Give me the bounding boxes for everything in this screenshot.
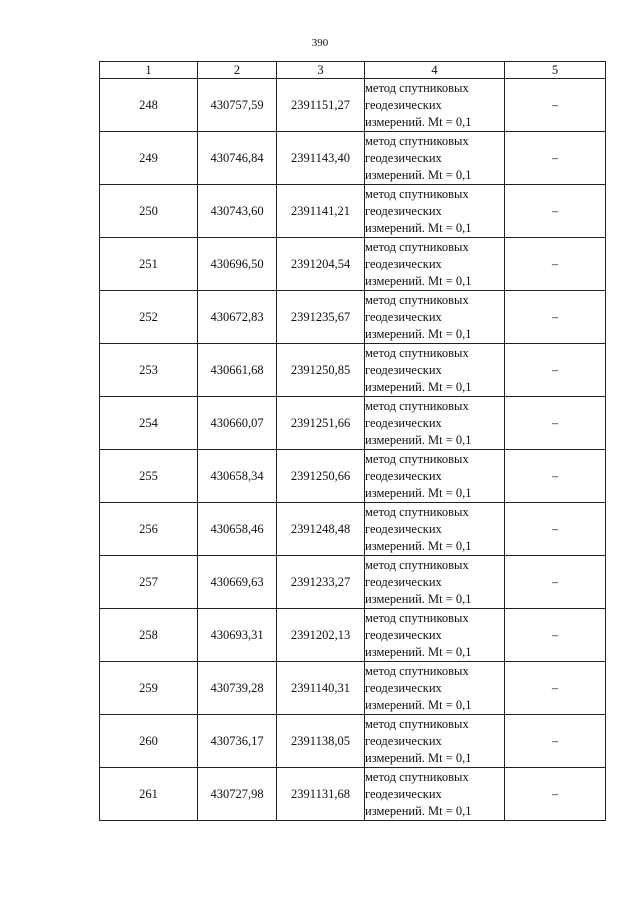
y-coordinate-cell: 2391204,54: [277, 238, 365, 291]
x-coordinate-cell: 430746,84: [198, 132, 277, 185]
y-coordinate-cell: 2391250,66: [277, 450, 365, 503]
x-coordinate-cell: 430693,31: [198, 609, 277, 662]
y-coordinate-cell: 2391235,67: [277, 291, 365, 344]
method-line-1: метод спутниковых: [365, 239, 469, 254]
method-line-1: метод спутниковых: [365, 186, 469, 201]
x-coordinate-cell: 430669,63: [198, 556, 277, 609]
point-number-cell: 251: [100, 238, 198, 291]
method-line-2: геодезических: [365, 203, 442, 218]
y-coordinate-cell: 2391202,13: [277, 609, 365, 662]
column-header-1: 1: [100, 62, 198, 79]
point-number-cell: 256: [100, 503, 198, 556]
note-cell: –: [505, 768, 606, 821]
x-coordinate-cell: 430739,28: [198, 662, 277, 715]
y-coordinate-cell: 2391131,68: [277, 768, 365, 821]
table-row: [100, 556, 606, 609]
method-line-3: измерений. Mt = 0,1: [365, 326, 472, 341]
point-number-cell: 261: [100, 768, 198, 821]
y-coordinate-cell: 2391248,48: [277, 503, 365, 556]
table-row: [100, 662, 606, 715]
x-coordinate-cell: 430672,83: [198, 291, 277, 344]
y-coordinate-cell: 2391151,27: [277, 79, 365, 132]
note-cell: –: [505, 291, 606, 344]
method-line-1: метод спутниковых: [365, 504, 469, 519]
method-cell: [365, 397, 505, 450]
method-line-2: геодезических: [365, 627, 442, 642]
table-row: [100, 768, 606, 821]
method-line-3: измерений. Mt = 0,1: [365, 273, 472, 288]
method-line-1: метод спутниковых: [365, 716, 469, 731]
method-line-3: измерений. Mt = 0,1: [365, 167, 472, 182]
method-line-1: метод спутниковых: [365, 292, 469, 307]
note-cell: –: [505, 556, 606, 609]
method-line-3: измерений. Mt = 0,1: [365, 379, 472, 394]
column-header-4: 4: [365, 62, 505, 79]
note-cell: –: [505, 132, 606, 185]
note-cell: –: [505, 185, 606, 238]
table-row: [100, 450, 606, 503]
table-row: [100, 185, 606, 238]
point-number-cell: 254: [100, 397, 198, 450]
method-line-1: метод спутниковых: [365, 610, 469, 625]
x-coordinate-cell: 430743,60: [198, 185, 277, 238]
y-coordinate-cell: 2391138,05: [277, 715, 365, 768]
method-line-2: геодезических: [365, 150, 442, 165]
method-cell: [365, 768, 505, 821]
table-row: [100, 344, 606, 397]
table-row: [100, 79, 606, 132]
method-line-1: метод спутниковых: [365, 398, 469, 413]
method-line-3: измерений. Mt = 0,1: [365, 114, 472, 129]
method-line-3: измерений. Mt = 0,1: [365, 432, 472, 447]
table-row: [100, 132, 606, 185]
method-line-3: измерений. Mt = 0,1: [365, 750, 472, 765]
y-coordinate-cell: 2391140,31: [277, 662, 365, 715]
table-row: [100, 503, 606, 556]
method-cell: [365, 609, 505, 662]
note-cell: –: [505, 450, 606, 503]
method-line-2: геодезических: [365, 97, 442, 112]
point-number-cell: 253: [100, 344, 198, 397]
y-coordinate-cell: 2391143,40: [277, 132, 365, 185]
method-line-3: измерений. Mt = 0,1: [365, 591, 472, 606]
x-coordinate-cell: 430736,17: [198, 715, 277, 768]
y-coordinate-cell: 2391141,21: [277, 185, 365, 238]
method-cell: [365, 79, 505, 132]
x-coordinate-cell: 430661,68: [198, 344, 277, 397]
method-line-2: геодезических: [365, 733, 442, 748]
method-line-3: измерений. Mt = 0,1: [365, 538, 472, 553]
coordinates-table: [99, 61, 606, 821]
method-line-1: метод спутниковых: [365, 557, 469, 572]
note-cell: –: [505, 397, 606, 450]
method-cell: [365, 556, 505, 609]
method-cell: [365, 450, 505, 503]
method-line-1: метод спутниковых: [365, 80, 469, 95]
note-cell: –: [505, 238, 606, 291]
y-coordinate-cell: 2391233,27: [277, 556, 365, 609]
page-number: 390: [311, 37, 329, 49]
table-header: [100, 62, 606, 79]
note-cell: –: [505, 609, 606, 662]
method-line-2: геодезических: [365, 256, 442, 271]
note-cell: –: [505, 79, 606, 132]
method-line-3: измерений. Mt = 0,1: [365, 697, 472, 712]
method-line-2: геодезических: [365, 362, 442, 377]
x-coordinate-cell: 430727,98: [198, 768, 277, 821]
note-cell: –: [505, 503, 606, 556]
point-number-cell: 259: [100, 662, 198, 715]
note-cell: –: [505, 715, 606, 768]
x-coordinate-cell: 430757,59: [198, 79, 277, 132]
method-line-1: метод спутниковых: [365, 133, 469, 148]
y-coordinate-cell: 2391251,66: [277, 397, 365, 450]
x-coordinate-cell: 430658,46: [198, 503, 277, 556]
method-line-2: геодезических: [365, 786, 442, 801]
header-row: [100, 62, 606, 79]
point-number-cell: 257: [100, 556, 198, 609]
method-cell: [365, 291, 505, 344]
method-cell: [365, 662, 505, 715]
note-cell: –: [505, 344, 606, 397]
point-number-cell: 258: [100, 609, 198, 662]
point-number-cell: 255: [100, 450, 198, 503]
method-line-1: метод спутниковых: [365, 769, 469, 784]
method-line-2: геодезических: [365, 574, 442, 589]
column-header-5: 5: [505, 62, 606, 79]
method-line-2: геодезических: [365, 680, 442, 695]
method-line-3: измерений. Mt = 0,1: [365, 803, 472, 818]
column-header-2: 2: [198, 62, 277, 79]
note-cell: –: [505, 662, 606, 715]
table-row: [100, 397, 606, 450]
point-number-cell: 260: [100, 715, 198, 768]
method-line-1: метод спутниковых: [365, 663, 469, 678]
column-header-3: 3: [277, 62, 365, 79]
method-line-1: метод спутниковых: [365, 451, 469, 466]
method-cell: [365, 503, 505, 556]
table-row: [100, 238, 606, 291]
table-row: [100, 609, 606, 662]
point-number-cell: 248: [100, 79, 198, 132]
x-coordinate-cell: 430658,34: [198, 450, 277, 503]
point-number-cell: 252: [100, 291, 198, 344]
table-row: [100, 715, 606, 768]
method-cell: [365, 132, 505, 185]
table-row: [100, 291, 606, 344]
table-body: [100, 79, 606, 821]
method-line-3: измерений. Mt = 0,1: [365, 485, 472, 500]
method-line-2: геодезических: [365, 468, 442, 483]
method-cell: [365, 238, 505, 291]
method-cell: [365, 715, 505, 768]
method-line-1: метод спутниковых: [365, 345, 469, 360]
y-coordinate-cell: 2391250,85: [277, 344, 365, 397]
method-line-3: измерений. Mt = 0,1: [365, 220, 472, 235]
method-line-2: геодезических: [365, 521, 442, 536]
method-line-2: геодезических: [365, 415, 442, 430]
point-number-cell: 250: [100, 185, 198, 238]
method-cell: [365, 344, 505, 397]
x-coordinate-cell: 430660,07: [198, 397, 277, 450]
method-cell: [365, 185, 505, 238]
point-number-cell: 249: [100, 132, 198, 185]
x-coordinate-cell: 430696,50: [198, 238, 277, 291]
method-line-2: геодезических: [365, 309, 442, 324]
method-line-3: измерений. Mt = 0,1: [365, 644, 472, 659]
